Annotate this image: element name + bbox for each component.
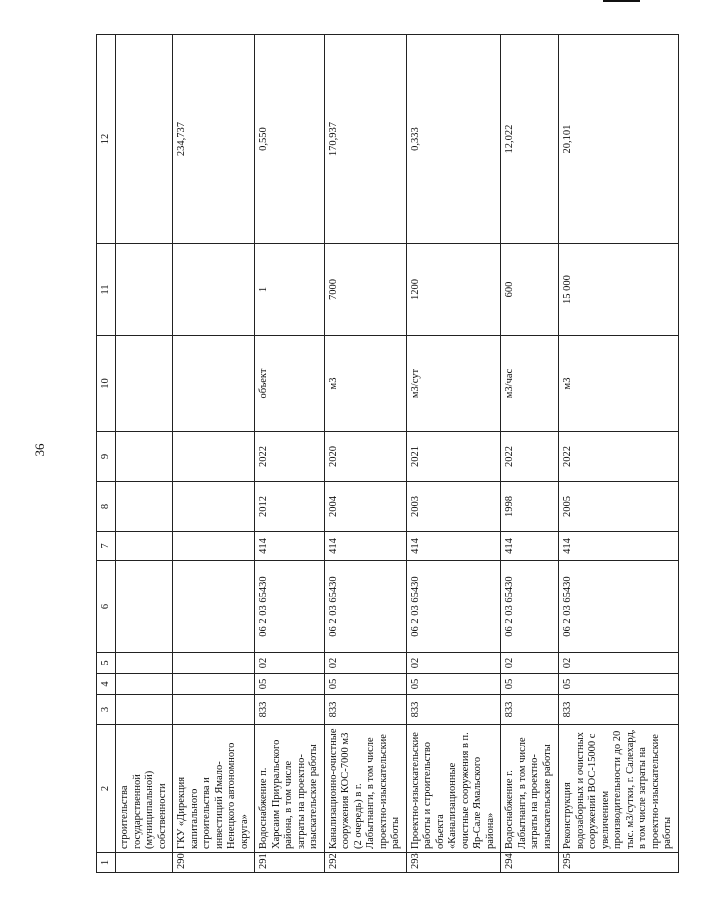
- table-cell: 833: [559, 695, 679, 725]
- table-cell: [116, 674, 173, 695]
- table-cell: 1998: [501, 482, 559, 532]
- table-row: [559, 35, 679, 873]
- column-header: 7: [97, 532, 116, 561]
- table-cell: [173, 482, 255, 532]
- table-cell: [116, 561, 173, 653]
- table-cell: м3: [559, 336, 679, 432]
- header-row: [97, 35, 116, 873]
- column-header: 4: [97, 674, 116, 695]
- column-header: 12: [97, 35, 116, 244]
- table-cell: Канализационно-очистные сооружения КОС-7000 м3 (2 очередь) в г. Лабытнанги, в том числе проектно-изыскательские работы: [324, 725, 406, 853]
- budget-table: [96, 34, 679, 873]
- table-cell: [116, 853, 173, 873]
- table-cell: 170,937: [324, 35, 406, 244]
- table-cell: 833: [324, 695, 406, 725]
- table-cell: 833: [406, 695, 501, 725]
- table-cell: 833: [501, 695, 559, 725]
- table-cell: 414: [559, 532, 679, 561]
- table-cell: 15 000: [559, 244, 679, 336]
- table-row: [324, 35, 406, 873]
- table-cell: 06 2 03 65430: [501, 561, 559, 653]
- table-cell: 05: [324, 674, 406, 695]
- table-cell: [173, 336, 255, 432]
- column-header: 5: [97, 653, 116, 674]
- table-cell: 293: [406, 853, 501, 873]
- table-cell: 2005: [559, 482, 679, 532]
- column-header: 6: [97, 561, 116, 653]
- table-cell: [116, 482, 173, 532]
- table-cell: [173, 695, 255, 725]
- column-header: 9: [97, 432, 116, 482]
- table-cell: 06 2 03 65430: [559, 561, 679, 653]
- table-cell: 06 2 03 65430: [324, 561, 406, 653]
- table-cell: 06 2 03 65430: [255, 561, 325, 653]
- table-row: [501, 35, 559, 873]
- table-cell: 05: [406, 674, 501, 695]
- table-cell: 2021: [406, 432, 501, 482]
- table-cell: [173, 653, 255, 674]
- table-cell: [116, 532, 173, 561]
- table-cell: 2004: [324, 482, 406, 532]
- table-cell: [116, 432, 173, 482]
- table-cell: 20,101: [559, 35, 679, 244]
- table-cell: ГКУ «Дирекция капитального строительства и инвестиций Ямало-Ненецкого автономного округа»: [173, 725, 255, 853]
- table-cell: 292: [324, 853, 406, 873]
- table-cell: 414: [324, 532, 406, 561]
- table-cell: 2020: [324, 432, 406, 482]
- table-cell: 414: [501, 532, 559, 561]
- column-header: 1: [97, 853, 116, 873]
- table-cell: 2022: [255, 432, 325, 482]
- table-cell: строительства государственной (муниципальной) собственности: [116, 725, 173, 853]
- table-cell: 234,737: [173, 35, 255, 244]
- table-cell: [173, 674, 255, 695]
- table-cell: 02: [559, 653, 679, 674]
- table-cell: 414: [406, 532, 501, 561]
- table-cell: Водоснабжение п. Харсаим Приуральского района, в том числе затраты на проектно-изыскательские работы: [255, 725, 325, 853]
- table-cell: 833: [255, 695, 325, 725]
- column-header: 10: [97, 336, 116, 432]
- table-cell: 12,022: [501, 35, 559, 244]
- table-row: [173, 35, 255, 873]
- table-cell: м3: [324, 336, 406, 432]
- table-cell: 295: [559, 853, 679, 873]
- table-cell: 06 2 03 65430: [406, 561, 501, 653]
- table-cell: м3/час: [501, 336, 559, 432]
- table-cell: 05: [501, 674, 559, 695]
- table-cell: 1200: [406, 244, 501, 336]
- table-cell: [173, 244, 255, 336]
- table-cell: 02: [406, 653, 501, 674]
- table-cell: 290: [173, 853, 255, 873]
- table-cell: [116, 653, 173, 674]
- column-header: 11: [97, 244, 116, 336]
- table-cell: [116, 244, 173, 336]
- table-cell: 0,550: [255, 35, 325, 244]
- rotated-page: [96, 0, 706, 877]
- table-cell: 02: [255, 653, 325, 674]
- table-cell: 294: [501, 853, 559, 873]
- table-cell: 2022: [559, 432, 679, 482]
- table-cell: объект: [255, 336, 325, 432]
- table-cell: 414: [255, 532, 325, 561]
- column-header: 2: [97, 725, 116, 853]
- table-row: [406, 35, 501, 873]
- table-cell: [116, 35, 173, 244]
- table-cell: 2012: [255, 482, 325, 532]
- table-cell: 05: [559, 674, 679, 695]
- page-number: 36: [32, 443, 47, 457]
- table-cell: [116, 695, 173, 725]
- table-cell: м3/сут: [406, 336, 501, 432]
- table-cell: 2022: [501, 432, 559, 482]
- table-cell: 2003: [406, 482, 501, 532]
- table-cell: Реконструкция водозаборных и очистных сооружений ВОС-15000 с увеличением производительности до 20 тыс. м3/сутки, г. Салехард, в том числе затраты на проектно-изыскательские работы: [559, 725, 679, 853]
- table-cell: 600: [501, 244, 559, 336]
- table-cell: [173, 561, 255, 653]
- table-cell: 7000: [324, 244, 406, 336]
- column-header: 8: [97, 482, 116, 532]
- table-cell: Проектно-изыскательские работы и строительство объекта «Канализационные очистные сооружения в п. Яр-Сале Ямальского района»: [406, 725, 501, 853]
- table-cell: 0,333: [406, 35, 501, 244]
- column-header: 3: [97, 695, 116, 725]
- table-cell: 02: [324, 653, 406, 674]
- table-cell: [116, 336, 173, 432]
- table-cell: 02: [501, 653, 559, 674]
- table-cell: Водоснабжение г. Лабытнанги, в том числе затраты на проектно-изыскательские работы: [501, 725, 559, 853]
- table-cell: 1: [255, 244, 325, 336]
- table-cell: 05: [255, 674, 325, 695]
- table-row: [116, 35, 173, 873]
- table-cell: [173, 532, 255, 561]
- table-cell: 291: [255, 853, 325, 873]
- table-row: [255, 35, 325, 873]
- table-cell: [173, 432, 255, 482]
